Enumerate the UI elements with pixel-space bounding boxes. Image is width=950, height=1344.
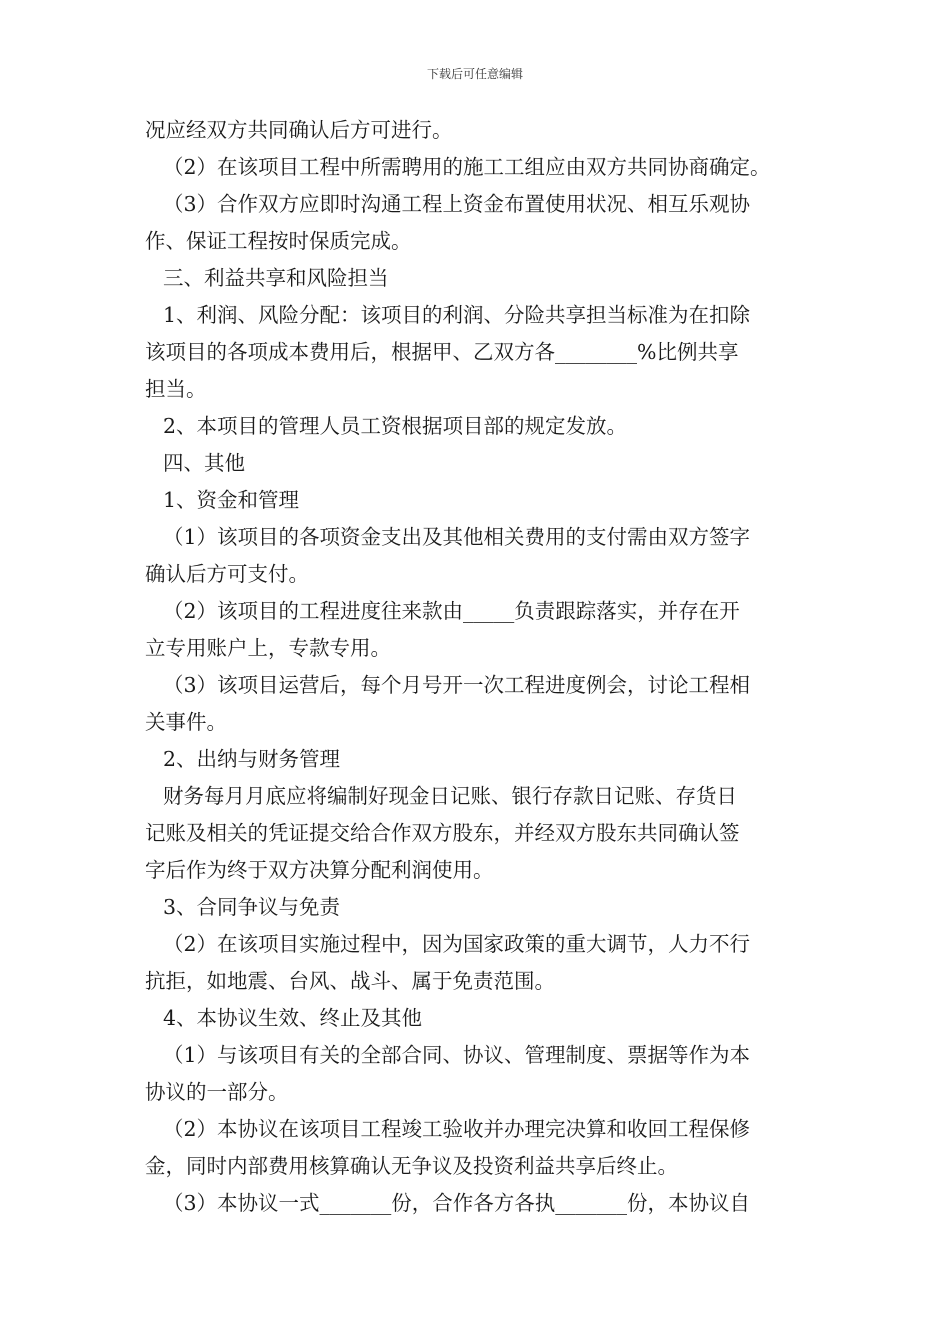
text-line: 作、保证工程按时保质完成。 bbox=[145, 229, 412, 253]
text-line: 立专用账户上，专款专用。 bbox=[145, 636, 391, 660]
text-line: （3）该项目运营后，每个月号开一次工程进度例会，讨论工程相 bbox=[163, 673, 751, 697]
text-line: 该项目的各项成本费用后，根据甲、乙双方各________%比例共享 bbox=[145, 340, 739, 364]
text-line: （2）本协议在该项目工程竣工验收并办理完决算和收回工程保修 bbox=[163, 1117, 751, 1141]
text-line: （1）与该项目有关的全部合同、协议、管理制度、票据等作为本 bbox=[163, 1043, 751, 1067]
text-line: 1、资金和管理 bbox=[163, 488, 300, 512]
text-line: （2）该项目的工程进度往来款由_____负责跟踪落实，并存在开 bbox=[163, 599, 740, 623]
text-line: 字后作为终于双方决算分配利润使用。 bbox=[145, 858, 494, 882]
page-header: 下载后可任意编辑 bbox=[426, 67, 523, 81]
text-line: 担当。 bbox=[145, 377, 207, 401]
text-line: 金，同时内部费用核算确认无争议及投资利益共享后终止。 bbox=[145, 1154, 678, 1178]
text-line: 2、出纳与财务管理 bbox=[163, 747, 341, 771]
text-line: （3）合作双方应即时沟通工程上资金布置使用状况、相互乐观协 bbox=[163, 192, 751, 216]
text-line: （1）该项目的各项资金支出及其他相关费用的支付需由双方签字 bbox=[163, 525, 751, 549]
text-line: 1、利润、风险分配：该项目的利润、分险共享担当标准为在扣除 bbox=[163, 303, 751, 327]
text-line: 记账及相关的凭证提交给合作双方股东，并经双方股东共同确认签 bbox=[145, 821, 740, 845]
text-line: 确认后方可支付。 bbox=[145, 562, 309, 586]
text-line: 2、本项目的管理人员工资根据项目部的规定发放。 bbox=[163, 414, 628, 438]
text-line: 四、其他 bbox=[163, 451, 245, 475]
text-line: 况应经双方共同确认后方可进行。 bbox=[145, 118, 453, 142]
text-line: （3）本协议一式_______份，合作各方各执_______份，本协议自 bbox=[163, 1191, 751, 1215]
text-line: （2）在该项目实施过程中，因为国家政策的重大调节，人力不行 bbox=[163, 932, 751, 956]
text-line: 关事件。 bbox=[145, 710, 227, 734]
text-line: 协议的一部分。 bbox=[145, 1080, 289, 1104]
text-line: 3、合同争议与免责 bbox=[163, 895, 341, 919]
text-line: （2）在该项目工程中所需聘用的施工工组应由双方共同协商确定。 bbox=[163, 155, 771, 179]
text-line: 财务每月月底应将编制好现金日记账、银行存款日记账、存货日 bbox=[163, 784, 737, 808]
text-line: 4、本协议生效、终止及其他 bbox=[163, 1006, 423, 1030]
text-line: 三、利益共享和风险担当 bbox=[163, 266, 389, 290]
document-body bbox=[145, 112, 815, 1222]
text-line: 抗拒，如地震、台风、战斗、属于免责范围。 bbox=[145, 969, 555, 993]
